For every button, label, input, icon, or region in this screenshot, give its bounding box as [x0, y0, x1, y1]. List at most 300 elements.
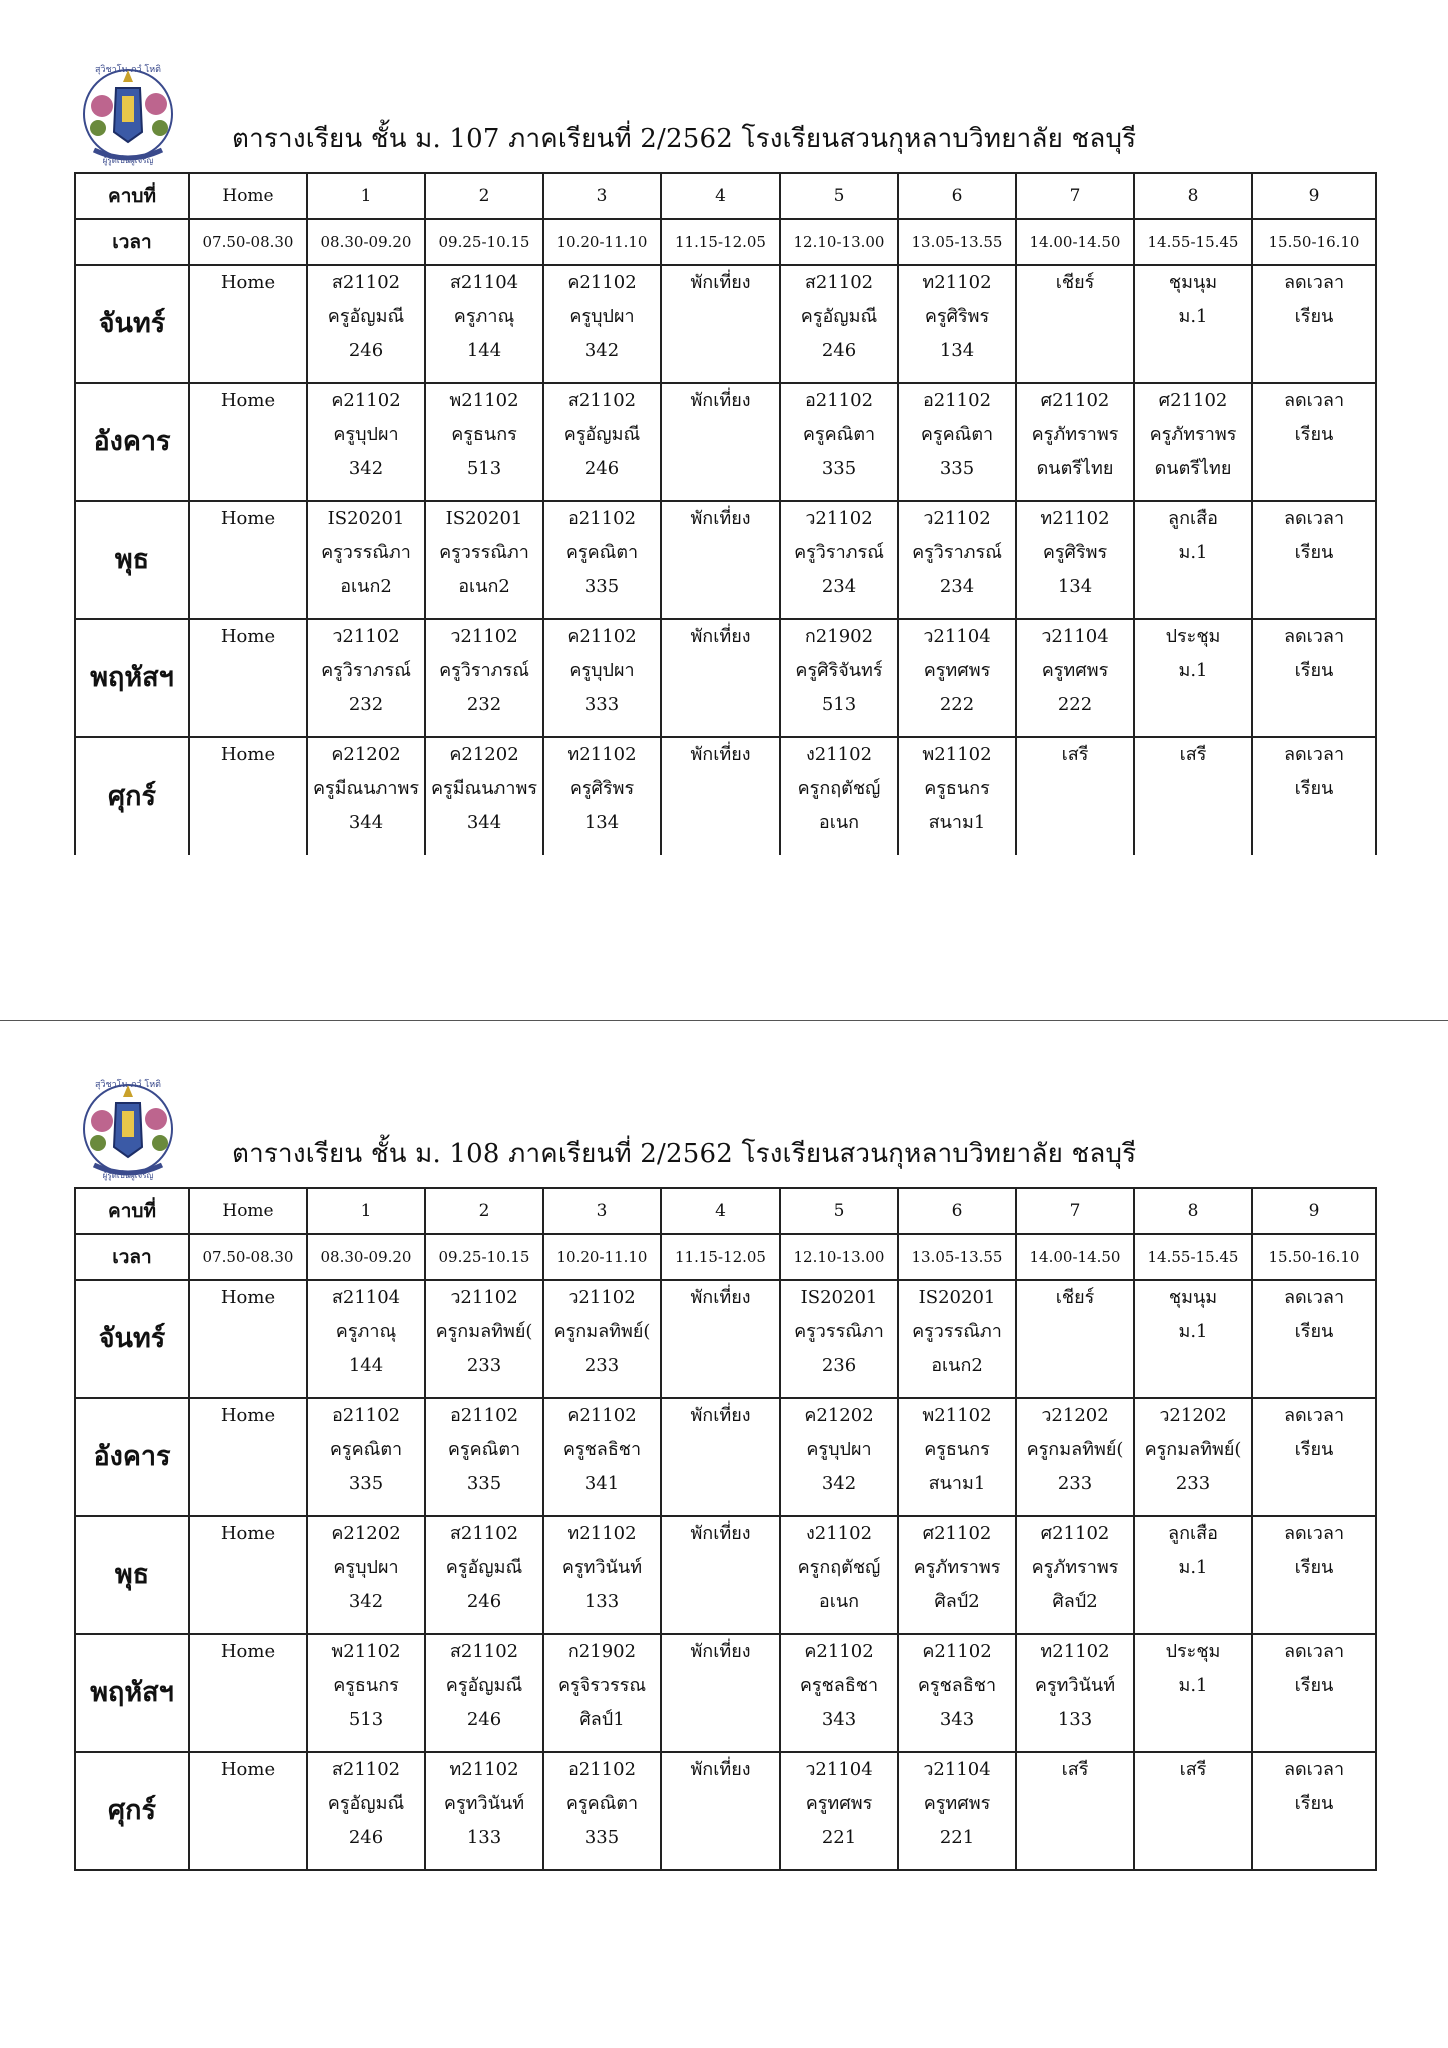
- subject-text: ลดเวลา: [1283, 1641, 1345, 1662]
- day-label: จันทร์: [75, 1280, 189, 1398]
- subject-text: ลดเวลา: [1283, 272, 1345, 293]
- class-cell: [661, 1516, 780, 1634]
- room-text: 133: [584, 1591, 620, 1612]
- teacher-text: ครูทศพร: [805, 1793, 873, 1814]
- subject-text: ลดเวลา: [1283, 626, 1345, 647]
- time-slot: 12.10-13.00: [780, 219, 898, 265]
- subject-text: ค21102: [922, 1641, 992, 1662]
- teacher-text: ครูมีณนภาพร: [430, 778, 538, 799]
- teacher-text: ครูทวินันท์: [443, 1793, 525, 1814]
- subject-text: ชุมนุม: [1168, 272, 1218, 293]
- class-cell: [1252, 501, 1376, 619]
- subject-text: ค21102: [567, 272, 637, 293]
- class-cell: [189, 1398, 307, 1516]
- subject-text: ง21102: [805, 1523, 873, 1544]
- period-number: Home: [189, 173, 307, 219]
- teacher-text: เรียน: [1294, 660, 1334, 681]
- school-crest-logo: [76, 1077, 180, 1181]
- class-cell: [898, 1516, 1016, 1634]
- subject-text: อ21102: [331, 1405, 401, 1426]
- subject-text: ค21102: [567, 1405, 637, 1426]
- teacher-text: ครูทวินันท์: [1034, 1675, 1116, 1696]
- subject-text: ลูกเสือ: [1168, 1523, 1218, 1544]
- teacher-text: ครูอัญมณี: [563, 424, 641, 445]
- teacher-text: ครูศิริจันทร์: [795, 660, 883, 681]
- day-row: [75, 1280, 1376, 1398]
- period-number: 1: [307, 1188, 425, 1234]
- teacher-text: เรียน: [1294, 1557, 1334, 1578]
- svg-text:สุวิชาโน ภวํ โหติ: สุวิชาโน ภวํ โหติ: [94, 1080, 162, 1090]
- day-label: พฤหัสฯ: [75, 619, 189, 737]
- room-text: 246: [348, 340, 384, 361]
- room-text: 246: [466, 1591, 502, 1612]
- teacher-text: ครูอัญมณี: [327, 306, 405, 327]
- teacher-text: ครูธนกร: [924, 1439, 990, 1460]
- period-number: Home: [189, 1188, 307, 1234]
- class-cell: [189, 1634, 307, 1752]
- class-cell: [1134, 619, 1252, 737]
- subject-text: IS20201: [918, 1287, 996, 1308]
- teacher-text: ครูกมลทิพย์(: [553, 1321, 651, 1342]
- room-text: ศิลป์1: [579, 1709, 625, 1730]
- subject-text: อ21102: [804, 390, 874, 411]
- teacher-text: ครูวรรณิภา: [439, 542, 529, 563]
- room-text: 221: [821, 1827, 857, 1848]
- class-cell: [780, 501, 898, 619]
- teacher-text: ครูคณิตา: [565, 1793, 639, 1814]
- room-text: 133: [466, 1827, 502, 1848]
- class-cell: [189, 737, 307, 855]
- time-slot: 13.05-13.55: [898, 1234, 1016, 1280]
- teacher-text: เรียน: [1294, 306, 1334, 327]
- class-cell: [661, 1398, 780, 1516]
- subject-text: Home: [220, 508, 276, 529]
- teacher-text: ครูภัทราพร: [913, 1557, 1001, 1578]
- room-text: 513: [466, 458, 502, 479]
- subject-text: ส21102: [804, 272, 874, 293]
- class-cell: [543, 1398, 661, 1516]
- class-cell: [543, 1752, 661, 1870]
- class-cell: [425, 1752, 543, 1870]
- class-cell: [543, 1634, 661, 1752]
- day-row: [75, 501, 1376, 619]
- subject-text: พักเที่ยง: [690, 1523, 751, 1544]
- teacher-text: ครูภัทราพร: [1149, 424, 1237, 445]
- class-cell: [1016, 1280, 1134, 1398]
- period-number: 7: [1016, 173, 1134, 219]
- subject-text: ว21104: [805, 1759, 873, 1780]
- schedule-m107: [74, 60, 1374, 855]
- time-slot: 08.30-09.20: [307, 1234, 425, 1280]
- class-cell: [425, 737, 543, 855]
- subject-text: ท21102: [449, 1759, 519, 1780]
- teacher-text: ครูอัญมณี: [445, 1557, 523, 1578]
- class-cell: [1134, 265, 1252, 383]
- room-text: 134: [1057, 576, 1093, 597]
- teacher-text: ครูคณิตา: [920, 424, 994, 445]
- class-cell: [898, 737, 1016, 855]
- period-number: 7: [1016, 1188, 1134, 1234]
- room-text: ดนตรีไทย: [1036, 458, 1114, 479]
- subject-text: ประชุม: [1165, 626, 1221, 647]
- class-cell: [425, 501, 543, 619]
- teacher-text: ครูธนกร: [333, 1675, 399, 1696]
- teacher-text: ครูภัทราพร: [1031, 1557, 1119, 1578]
- class-cell: [1016, 737, 1134, 855]
- subject-text: ลูกเสือ: [1168, 508, 1218, 529]
- class-cell: [1134, 737, 1252, 855]
- teacher-text: ครูภาณุ: [453, 306, 515, 327]
- teacher-text: ครูศิริพร: [1042, 542, 1108, 563]
- room-text: สนาม1: [928, 1473, 986, 1494]
- teacher-text: ม.1: [1178, 1321, 1208, 1342]
- subject-text: เสรี: [1061, 744, 1089, 765]
- class-cell: [898, 1752, 1016, 1870]
- class-cell: [1016, 501, 1134, 619]
- teacher-text: เรียน: [1294, 542, 1334, 563]
- subject-text: ลดเวลา: [1283, 1405, 1345, 1426]
- subject-text: เสรี: [1179, 1759, 1207, 1780]
- teacher-text: ครูทศพร: [923, 660, 991, 681]
- subject-text: พักเที่ยง: [690, 508, 751, 529]
- class-cell: [898, 619, 1016, 737]
- period-label: คาบที่: [75, 1188, 189, 1234]
- subject-text: ค21202: [331, 1523, 401, 1544]
- subject-text: พ21102: [331, 1641, 401, 1662]
- class-cell: [543, 383, 661, 501]
- schedule-header: [74, 1075, 1374, 1187]
- subject-text: ชุมนุม: [1168, 1287, 1218, 1308]
- room-text: อเนก2: [340, 576, 392, 597]
- class-cell: [1252, 265, 1376, 383]
- subject-text: ว21202: [1041, 1405, 1109, 1426]
- school-crest-logo: [76, 62, 180, 166]
- schedule-m108: [74, 1075, 1374, 1871]
- teacher-text: ครูภาณุ: [335, 1321, 397, 1342]
- class-cell: [189, 501, 307, 619]
- timetable: [74, 1187, 1377, 1871]
- subject-text: Home: [220, 744, 276, 765]
- subject-text: ค21202: [449, 744, 519, 765]
- room-text: 221: [939, 1827, 975, 1848]
- svg-text:ผู้รู้ดีเป็นผู้เจริญ: ผู้รู้ดีเป็นผู้เจริญ: [102, 1171, 154, 1180]
- teacher-text: ครูคณิตา: [565, 542, 639, 563]
- class-cell: [1252, 1398, 1376, 1516]
- room-text: อเนก2: [931, 1355, 983, 1376]
- room-text: 246: [584, 458, 620, 479]
- class-cell: [307, 619, 425, 737]
- class-cell: [780, 1398, 898, 1516]
- room-text: ศิลป์2: [934, 1591, 980, 1612]
- subject-text: เชียร์: [1055, 272, 1095, 293]
- period-number: 9: [1252, 1188, 1376, 1234]
- subject-text: IS20201: [445, 508, 523, 529]
- time-row: [75, 1234, 1376, 1280]
- period-number: 3: [543, 173, 661, 219]
- teacher-text: ม.1: [1178, 1557, 1208, 1578]
- subject-text: ศ21102: [922, 1523, 992, 1544]
- room-text: 335: [939, 458, 975, 479]
- room-text: 335: [466, 1473, 502, 1494]
- room-text: 134: [939, 340, 975, 361]
- teacher-text: ครูมีณนภาพร: [312, 778, 420, 799]
- class-cell: [780, 619, 898, 737]
- room-text: 232: [348, 694, 384, 715]
- teacher-text: ครูกมลทิพย์(: [1144, 1439, 1242, 1460]
- subject-text: Home: [220, 1405, 276, 1426]
- class-cell: [661, 619, 780, 737]
- class-cell: [1134, 1398, 1252, 1516]
- class-cell: [661, 501, 780, 619]
- subject-text: ศ21102: [1158, 390, 1228, 411]
- room-text: 335: [348, 1473, 384, 1494]
- period-number: 2: [425, 173, 543, 219]
- room-text: 342: [584, 340, 620, 361]
- subject-text: ส21104: [331, 1287, 401, 1308]
- class-cell: [189, 619, 307, 737]
- room-text: 344: [466, 812, 502, 833]
- room-text: 335: [584, 1827, 620, 1848]
- teacher-text: ม.1: [1178, 542, 1208, 563]
- class-cell: [661, 265, 780, 383]
- time-slot: 09.25-10.15: [425, 1234, 543, 1280]
- class-cell: [425, 1280, 543, 1398]
- room-text: 134: [584, 812, 620, 833]
- teacher-text: ครูวรรณิภา: [912, 1321, 1002, 1342]
- subject-text: ศ21102: [1040, 390, 1110, 411]
- day-row: [75, 737, 1376, 855]
- teacher-text: ครูวรรณิภา: [321, 542, 411, 563]
- subject-text: ก21902: [804, 626, 874, 647]
- subject-text: ลดเวลา: [1283, 1759, 1345, 1780]
- timetable: [74, 172, 1377, 855]
- room-text: 246: [466, 1709, 502, 1730]
- subject-text: พักเที่ยง: [690, 626, 751, 647]
- period-label: คาบที่: [75, 173, 189, 219]
- room-text: 344: [348, 812, 384, 833]
- subject-text: Home: [220, 1641, 276, 1662]
- class-cell: [661, 1752, 780, 1870]
- teacher-text: เรียน: [1294, 1321, 1334, 1342]
- time-slot: 07.50-08.30: [189, 1234, 307, 1280]
- subject-text: Home: [220, 626, 276, 647]
- room-text: 246: [348, 1827, 384, 1848]
- teacher-text: ครูศิริพร: [924, 306, 990, 327]
- room-text: อเนก2: [458, 576, 510, 597]
- class-cell: [661, 737, 780, 855]
- room-text: 335: [821, 458, 857, 479]
- subject-text: พักเที่ยง: [690, 1405, 751, 1426]
- time-label: เวลา: [75, 1234, 189, 1280]
- subject-text: ว21102: [332, 626, 400, 647]
- subject-text: อ21102: [567, 1759, 637, 1780]
- room-text: 342: [348, 1591, 384, 1612]
- subject-text: ส21102: [331, 1759, 401, 1780]
- class-cell: [307, 1634, 425, 1752]
- teacher-text: ครูชลธิชา: [917, 1675, 997, 1696]
- subject-text: ท21102: [922, 272, 992, 293]
- class-cell: [1134, 1280, 1252, 1398]
- teacher-text: ครูบุปผา: [806, 1439, 872, 1460]
- day-label: ศุกร์: [75, 1752, 189, 1870]
- class-cell: [425, 383, 543, 501]
- time-slot: 14.00-14.50: [1016, 219, 1134, 265]
- teacher-text: ครูกมลทิพย์(: [1026, 1439, 1124, 1460]
- class-cell: [1016, 619, 1134, 737]
- day-row: [75, 1634, 1376, 1752]
- subject-text: เชียร์: [1055, 1287, 1095, 1308]
- day-row: [75, 1516, 1376, 1634]
- class-cell: [661, 1280, 780, 1398]
- teacher-text: ครูคณิตา: [329, 1439, 403, 1460]
- subject-text: IS20201: [800, 1287, 878, 1308]
- class-cell: [1016, 265, 1134, 383]
- teacher-text: ม.1: [1178, 1675, 1208, 1696]
- room-text: 343: [821, 1709, 857, 1730]
- class-cell: [543, 619, 661, 737]
- period-row: [75, 1188, 1376, 1234]
- time-slot: 15.50-16.10: [1252, 219, 1376, 265]
- schedule-title: ตารางเรียน ชั้น ม. 107 ภาคเรียนที่ 2/2562 โรงเรียนสวนกุหลาบวิทยาลัย ชลบุรี: [232, 124, 1137, 154]
- day-label: ศุกร์: [75, 737, 189, 855]
- subject-text: Home: [220, 272, 276, 293]
- time-slot: 14.55-15.45: [1134, 1234, 1252, 1280]
- class-cell: [1252, 1752, 1376, 1870]
- room-text: 144: [466, 340, 502, 361]
- class-cell: [543, 1280, 661, 1398]
- day-row: [75, 1752, 1376, 1870]
- teacher-text: เรียน: [1294, 424, 1334, 445]
- subject-text: ค21102: [804, 1641, 874, 1662]
- class-cell: [898, 383, 1016, 501]
- teacher-text: ครูชลธิชา: [799, 1675, 879, 1696]
- time-slot: 10.20-11.10: [543, 1234, 661, 1280]
- subject-text: ว21102: [450, 1287, 518, 1308]
- time-slot: 08.30-09.20: [307, 219, 425, 265]
- class-cell: [780, 1752, 898, 1870]
- subject-text: พักเที่ยง: [690, 744, 751, 765]
- class-cell: [189, 383, 307, 501]
- subject-text: Home: [220, 1287, 276, 1308]
- subject-text: ท21102: [1040, 508, 1110, 529]
- period-row: [75, 173, 1376, 219]
- period-number: 8: [1134, 173, 1252, 219]
- teacher-text: ครูกฤตัชญ์: [797, 778, 881, 799]
- teacher-text: ครูอัญมณี: [800, 306, 878, 327]
- class-cell: [898, 1634, 1016, 1752]
- period-number: 3: [543, 1188, 661, 1234]
- subject-text: อ21102: [922, 390, 992, 411]
- time-slot: 09.25-10.15: [425, 219, 543, 265]
- room-text: อเนก: [818, 1591, 860, 1612]
- teacher-text: เรียน: [1294, 1675, 1334, 1696]
- teacher-text: ครูอัญมณี: [327, 1793, 405, 1814]
- subject-text: ค21102: [567, 626, 637, 647]
- teacher-text: ครูกฤตัชญ์: [797, 1557, 881, 1578]
- room-text: 133: [1057, 1709, 1093, 1730]
- subject-text: ท21102: [567, 1523, 637, 1544]
- subject-text: ส21102: [449, 1641, 519, 1662]
- subject-text: ท21102: [1040, 1641, 1110, 1662]
- teacher-text: ครูวรรณิภา: [794, 1321, 884, 1342]
- period-number: 5: [780, 1188, 898, 1234]
- teacher-text: ครูทศพร: [1041, 660, 1109, 681]
- subject-text: ประชุม: [1165, 1641, 1221, 1662]
- class-cell: [1134, 1516, 1252, 1634]
- subject-text: IS20201: [327, 508, 405, 529]
- subject-text: พักเที่ยง: [690, 1759, 751, 1780]
- period-number: 4: [661, 173, 780, 219]
- room-text: ดนตรีไทย: [1154, 458, 1232, 479]
- class-cell: [189, 1752, 307, 1870]
- teacher-text: ครูคณิตา: [802, 424, 876, 445]
- subject-text: ส21102: [567, 390, 637, 411]
- page-divider: [0, 1020, 1448, 1021]
- class-cell: [307, 1398, 425, 1516]
- class-cell: [307, 737, 425, 855]
- class-cell: [425, 1516, 543, 1634]
- teacher-text: ครูภัทราพร: [1031, 424, 1119, 445]
- room-text: 222: [1057, 694, 1093, 715]
- room-text: สนาม1: [928, 812, 986, 833]
- room-text: 513: [821, 694, 857, 715]
- time-slot: 12.10-13.00: [780, 1234, 898, 1280]
- day-row: [75, 383, 1376, 501]
- teacher-text: ครูวิราภรณ์: [321, 660, 411, 681]
- day-label: พุธ: [75, 1516, 189, 1634]
- room-text: 233: [1175, 1473, 1211, 1494]
- room-text: ศิลป์2: [1052, 1591, 1098, 1612]
- class-cell: [1134, 383, 1252, 501]
- time-slot: 07.50-08.30: [189, 219, 307, 265]
- class-cell: [780, 737, 898, 855]
- period-number: 6: [898, 173, 1016, 219]
- teacher-text: ครูบุปผา: [333, 1557, 399, 1578]
- room-text: 246: [821, 340, 857, 361]
- subject-text: ง21102: [805, 744, 873, 765]
- teacher-text: เรียน: [1294, 778, 1334, 799]
- subject-text: อ21102: [449, 1405, 519, 1426]
- class-cell: [425, 619, 543, 737]
- room-text: 233: [584, 1355, 620, 1376]
- subject-text: Home: [220, 390, 276, 411]
- class-cell: [425, 265, 543, 383]
- teacher-text: ครูกมลทิพย์(: [435, 1321, 533, 1342]
- class-cell: [1252, 1516, 1376, 1634]
- class-cell: [898, 501, 1016, 619]
- period-number: 9: [1252, 173, 1376, 219]
- svg-text:ผู้รู้ดีเป็นผู้เจริญ: ผู้รู้ดีเป็นผู้เจริญ: [102, 156, 154, 165]
- subject-text: ค21102: [331, 390, 401, 411]
- class-cell: [1134, 501, 1252, 619]
- time-slot: 15.50-16.10: [1252, 1234, 1376, 1280]
- teacher-text: ครูชลธิชา: [562, 1439, 642, 1460]
- time-slot: 14.00-14.50: [1016, 1234, 1134, 1280]
- subject-text: ว21104: [923, 1759, 991, 1780]
- class-cell: [307, 1516, 425, 1634]
- subject-text: ส21102: [449, 1523, 519, 1544]
- subject-text: ท21102: [567, 744, 637, 765]
- class-cell: [543, 1516, 661, 1634]
- room-text: 342: [348, 458, 384, 479]
- subject-text: ส21102: [331, 272, 401, 293]
- subject-text: ว21104: [923, 626, 991, 647]
- class-cell: [307, 501, 425, 619]
- class-cell: [1252, 383, 1376, 501]
- class-cell: [661, 1634, 780, 1752]
- subject-text: ส21104: [449, 272, 519, 293]
- subject-text: ค21202: [331, 744, 401, 765]
